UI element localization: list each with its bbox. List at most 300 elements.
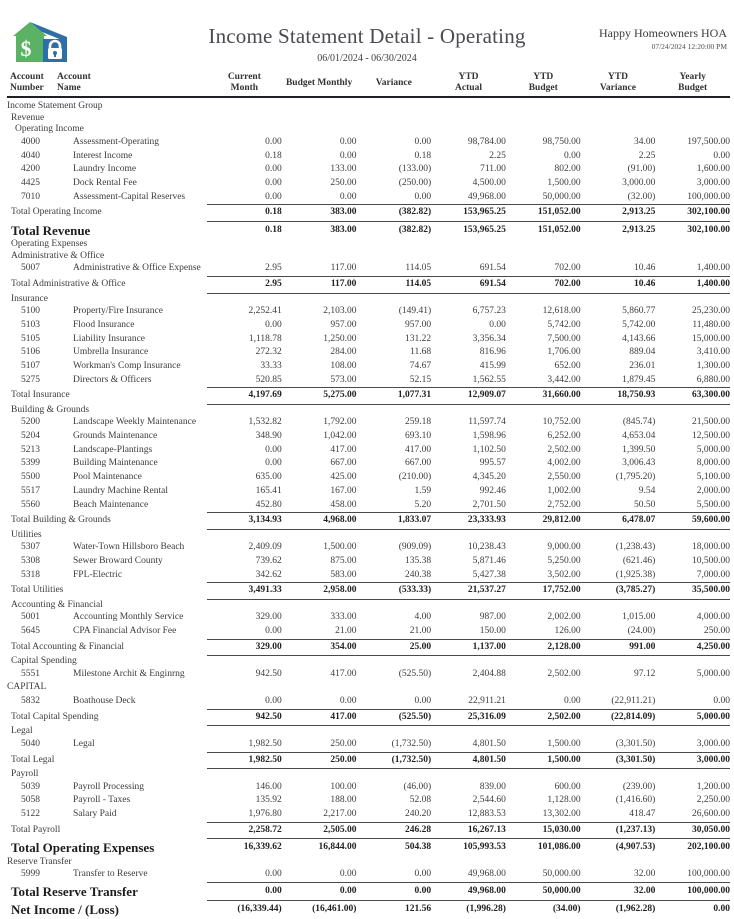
amount-cell: 35,500.00	[692, 585, 731, 596]
amount-cell: 52.15	[409, 374, 432, 385]
amount-cell: (133.00)	[398, 164, 432, 175]
amount-cell: 2,409.09	[248, 542, 282, 553]
amount-cell: 600.00	[554, 781, 581, 792]
amount-cell: 383.00	[330, 224, 357, 235]
amount-cell: 0.18	[414, 150, 432, 161]
amount-cell: 0.00	[414, 885, 432, 896]
amount-cell: 702.00	[554, 279, 581, 290]
total-label: Total Insurance	[11, 390, 70, 401]
amount-cell: 16,339.62	[243, 842, 282, 853]
amount-cell: 98,784.00	[467, 136, 506, 147]
amount-cell: 992.46	[479, 485, 506, 496]
amount-cells	[207, 753, 730, 770]
amount-cell: 10.46	[633, 263, 656, 274]
amount-cells	[207, 600, 730, 612]
amount-cell: 2,217.00	[323, 809, 357, 819]
account-row	[7, 430, 730, 444]
amount-cell: (34.00)	[552, 904, 581, 915]
account-row	[7, 191, 730, 206]
amount-cell: 32.00	[633, 885, 656, 896]
account-row	[7, 333, 730, 347]
amount-cell: 259.18	[405, 417, 432, 428]
amount-cell: 50,000.00	[542, 191, 581, 202]
amount-cell: 1,137.00	[472, 641, 506, 652]
amount-cells	[207, 405, 730, 417]
amount-cell: 875.00	[330, 555, 357, 566]
amount-cell: 197,500.00	[687, 136, 731, 147]
account-number: 5007	[21, 263, 40, 274]
grand-total-row	[7, 883, 730, 902]
amount-cell: 1,500.00	[323, 542, 357, 553]
account-row	[7, 611, 730, 625]
total-row	[7, 513, 730, 530]
amount-cell: 2,000.00	[696, 485, 731, 496]
amount-cell: 250.00	[703, 626, 731, 637]
amount-cell: 100,000.00	[687, 191, 731, 202]
amount-cell: 3,134.93	[248, 515, 282, 526]
amount-cell: 0.00	[414, 136, 432, 147]
amount-cells	[207, 444, 730, 458]
account-number: 4200	[21, 164, 40, 175]
account-row	[7, 177, 730, 191]
amount-cell: (1,237.13)	[615, 824, 656, 835]
amount-cell: 114.05	[405, 263, 432, 274]
amount-cell: 0.00	[265, 869, 282, 880]
account-number: 5832	[21, 696, 40, 707]
amount-cell: 21,537.27	[467, 585, 506, 596]
amount-cell: 133.00	[330, 164, 357, 175]
amount-cell: (46.00)	[403, 781, 432, 792]
amount-cell: 5,742.00	[547, 319, 581, 330]
amount-cell: (3,301.50)	[615, 738, 656, 749]
amount-cell: 2,258.72	[248, 824, 282, 835]
amount-cell: 1,982.50	[248, 754, 282, 765]
amount-cell: (1,732.50)	[391, 754, 432, 765]
amount-cell: 1,200.00	[696, 781, 731, 792]
amount-cell: 153,965.25	[463, 224, 506, 235]
grand-total-row	[7, 222, 730, 240]
column-header: Budget Monthly	[285, 77, 353, 88]
amount-cell: 202,100.00	[687, 842, 731, 853]
amount-cell: 4,801.50	[472, 754, 506, 765]
account-row	[7, 738, 730, 753]
column-header-row	[7, 72, 730, 98]
amount-cell: (250.00)	[398, 178, 432, 189]
total-row	[7, 640, 730, 657]
amount-cells	[207, 569, 730, 584]
amount-cell: (1,238.43)	[615, 542, 656, 553]
amount-cell: 4,968.00	[323, 515, 357, 526]
amount-cell: 1,077.31	[397, 390, 432, 401]
amount-cell: 816.96	[479, 347, 506, 358]
amount-cell: 0.00	[265, 178, 282, 189]
account-row	[7, 555, 730, 569]
amount-cell: 12,500.00	[692, 431, 731, 442]
group-label: Administrative & Office	[11, 250, 105, 261]
total-label: Total Reserve Transfer	[11, 883, 138, 899]
amount-cell: 711.00	[480, 164, 506, 175]
account-number: 5103	[21, 319, 40, 330]
amount-cell: 131.22	[405, 333, 432, 344]
amount-cell: 1,400.00	[696, 263, 731, 274]
account-number: 5275	[21, 374, 40, 385]
group-row	[7, 101, 730, 113]
amount-cell: 0.00	[563, 150, 581, 161]
account-row	[7, 808, 730, 823]
amount-cell: 458.00	[330, 499, 357, 510]
printed-timestamp: 07/24/2024 12:20:00 PM	[651, 42, 727, 51]
total-label: Total Capital Spending	[11, 711, 99, 722]
group-row	[7, 769, 730, 781]
account-number: 5106	[21, 347, 40, 358]
amount-cell: (382.82)	[398, 207, 432, 218]
amount-cell: 691.54	[479, 279, 506, 290]
amount-cell: 0.18	[265, 150, 282, 161]
amount-cell: 121.56	[405, 904, 432, 915]
amount-cell: 0.00	[339, 136, 357, 147]
total-label: Total Payroll	[11, 824, 61, 835]
account-number: 5318	[21, 569, 40, 580]
total-label: Total Operating Income	[11, 207, 102, 218]
account-number: 4040	[21, 150, 40, 161]
amount-cell: 34.00	[633, 136, 656, 147]
amount-cell: 151,052.00	[537, 224, 581, 235]
account-number: 7010	[21, 191, 40, 202]
group-row	[7, 405, 730, 417]
amount-cell: 2,502.00	[547, 668, 581, 679]
amount-cell: 5,742.00	[622, 319, 656, 330]
account-number: 5399	[21, 458, 40, 469]
amount-cell: 49,968.00	[467, 885, 506, 896]
amount-cell: 942.50	[255, 668, 282, 679]
page-title: Income Statement Detail - Operating	[208, 24, 526, 48]
amount-cell: 5,500.00	[696, 499, 731, 510]
amount-cell: 50.50	[633, 499, 656, 510]
account-number: 5100	[21, 306, 40, 317]
amount-cell: 6,478.07	[622, 515, 656, 526]
amount-cell: (239.00)	[622, 781, 656, 792]
amount-cell: (210.00)	[398, 472, 432, 483]
group-label: Insurance	[11, 293, 48, 304]
account-number: 5645	[21, 626, 40, 637]
amount-cell: 0.00	[265, 458, 282, 469]
account-number: 5122	[21, 809, 40, 819]
group-label: Accounting & Financial	[11, 599, 103, 610]
account-row	[7, 668, 730, 695]
amount-cell: 1,500.00	[547, 178, 581, 189]
account-name: Liability Insurance	[73, 333, 146, 344]
amount-cells	[207, 656, 730, 668]
total-row	[7, 205, 730, 222]
amount-cell: 991.00	[629, 641, 656, 652]
amount-cell: 4,197.69	[248, 390, 282, 401]
amount-cell: (621.46)	[622, 555, 656, 566]
amount-cell: 0.00	[265, 164, 282, 175]
amount-cell: 30,050.00	[692, 824, 731, 835]
group-row	[7, 113, 730, 125]
amount-cell: 415.99	[479, 360, 506, 371]
amount-cell: 2,250.00	[696, 795, 731, 806]
amount-cell: 3,000.00	[696, 178, 731, 189]
amount-cell: 74.67	[409, 360, 432, 371]
amount-cell: 1,706.00	[547, 347, 581, 358]
amount-cells	[207, 868, 730, 883]
amount-cell: (32.00)	[627, 191, 656, 202]
amount-cell: 18,750.93	[617, 390, 656, 401]
amount-cells	[207, 457, 730, 471]
group-row	[7, 124, 730, 136]
amount-cell: 146.00	[255, 781, 282, 792]
amount-cell: 2,103.00	[323, 306, 357, 317]
amount-cell: 165.41	[255, 485, 282, 496]
amount-cell: 114.05	[405, 279, 432, 290]
amount-cell: 1,532.82	[248, 417, 282, 428]
amount-cell: 0.00	[265, 696, 282, 707]
amount-cell: 354.00	[330, 641, 357, 652]
amount-cell: 150.00	[479, 626, 506, 637]
account-name: Assessment-Operating	[73, 136, 160, 147]
report-period: 06/01/2024 - 06/30/2024	[317, 53, 417, 64]
amount-cell: 240.38	[405, 569, 432, 580]
amount-cells	[207, 150, 730, 164]
amount-cells	[207, 611, 730, 625]
account-name: Workman's Comp Insurance	[73, 360, 181, 371]
amount-cell: 1,015.00	[622, 612, 656, 623]
amount-cell: 101,086.00	[537, 842, 581, 853]
amount-cell: 302,100.00	[687, 224, 731, 235]
amount-cell: 3,410.00	[696, 347, 731, 358]
amount-cell: 1,002.00	[547, 485, 581, 496]
amount-cell: 417.00	[330, 668, 357, 679]
account-name: Salary Paid	[73, 809, 117, 819]
amount-cell: (1,795.20)	[615, 472, 656, 483]
amount-cell: (22,911.21)	[611, 696, 656, 707]
amount-cell: 21.00	[409, 626, 432, 637]
account-row	[7, 374, 730, 389]
amount-cell: 25,316.09	[467, 711, 506, 722]
amount-cell: 2,544.60	[472, 795, 506, 806]
amount-cell: 3,491.33	[248, 585, 282, 596]
amount-cell: 0.18	[265, 207, 282, 218]
amount-cells	[207, 360, 730, 374]
column-header: Variance	[375, 77, 412, 88]
amount-cell: (382.82)	[398, 224, 432, 235]
dollar-glyph: $	[20, 36, 32, 61]
amount-cell: 1,399.50	[622, 444, 656, 455]
amount-cell: 2,550.00	[547, 472, 581, 483]
account-number: 5204	[21, 431, 40, 442]
amount-cell: 63,300.00	[692, 390, 731, 401]
amount-cell: 0.00	[265, 319, 282, 330]
amount-cell: 49,968.00	[467, 869, 506, 880]
amount-cell: 2.95	[265, 263, 282, 274]
amount-cell: 3,000.00	[696, 738, 731, 749]
amount-cell: 117.00	[330, 279, 357, 290]
account-name: Beach Maintenance	[73, 499, 149, 510]
amount-cell: 272.32	[255, 347, 282, 358]
amount-cell: 100,000.00	[687, 885, 731, 896]
account-row	[7, 485, 730, 499]
account-row	[7, 781, 730, 795]
account-name: Pool Maintenance	[73, 472, 142, 483]
amount-cell: 97.12	[633, 668, 656, 679]
amount-cell: (16,339.44)	[237, 904, 282, 915]
amount-cell: 383.00	[330, 207, 357, 218]
amount-cell: 942.50	[255, 711, 282, 722]
amount-cell: 284.00	[330, 347, 357, 358]
amount-cell: 250.00	[330, 738, 357, 749]
amount-cell: 5,275.00	[323, 390, 357, 401]
amount-cell: 0.00	[339, 869, 357, 880]
report-rows	[7, 101, 730, 919]
amount-cell: 1.59	[414, 485, 432, 496]
amount-cell: 4,653.04	[622, 431, 656, 442]
amount-cell: 21,500.00	[692, 417, 731, 428]
amount-cells	[207, 101, 730, 113]
amount-cell: 22,911.21	[468, 696, 506, 707]
report-header	[0, 0, 734, 68]
amount-cell: 18,000.00	[692, 542, 731, 553]
group-row	[7, 726, 730, 738]
total-row	[7, 710, 730, 727]
amount-cells	[207, 555, 730, 569]
amount-cell: 2,913.25	[622, 207, 656, 218]
amount-cell: 0.00	[713, 696, 731, 707]
amount-cell: 50,000.00	[542, 885, 581, 896]
account-name: Boathouse Deck	[73, 696, 136, 707]
amount-cell: 0.00	[414, 869, 432, 880]
amount-cell: 1,600.00	[696, 164, 731, 175]
group-label: Utilities	[11, 529, 42, 540]
amount-cell: 6,252.00	[547, 431, 581, 442]
account-row	[7, 569, 730, 584]
amount-cell: 4,143.66	[622, 333, 656, 344]
account-name: Assessment-Capital Reserves	[73, 191, 186, 202]
account-number: 5058	[21, 795, 40, 806]
amount-cell: 25.00	[409, 641, 432, 652]
amount-cells	[207, 901, 730, 919]
amount-cells	[207, 781, 730, 795]
amount-cell: 5,100.00	[696, 472, 731, 483]
amount-cell: 0.00	[339, 885, 357, 896]
amount-cells	[207, 262, 730, 277]
amount-cell: 17,752.00	[542, 585, 581, 596]
amount-cell: 23,333.93	[467, 515, 506, 526]
amount-cell: (1,962.28)	[615, 904, 656, 915]
amount-cell: 2,502.00	[547, 711, 581, 722]
amount-cell: 100,000.00	[687, 869, 731, 880]
amount-cell: 16,844.00	[318, 842, 357, 853]
amount-cells	[207, 471, 730, 485]
amount-cell: (3,301.50)	[615, 754, 656, 765]
total-label: Total Legal	[11, 754, 55, 765]
amount-cell: 1,562.55	[472, 374, 506, 385]
amount-cells	[207, 625, 730, 640]
amount-cell: 26,600.00	[692, 809, 731, 819]
amount-cell: 702.00	[554, 263, 581, 274]
amount-cell: 691.54	[479, 263, 506, 274]
amount-cell: 0.00	[414, 191, 432, 202]
amount-cells	[207, 374, 730, 389]
amount-cell: 573.00	[330, 374, 357, 385]
amount-cell: (909.09)	[398, 542, 432, 553]
amount-cell: 3,356.34	[472, 333, 506, 344]
group-label: Operating Expenses	[11, 239, 88, 250]
amount-cell: 333.00	[330, 612, 357, 623]
amount-cell: 32.00	[633, 869, 656, 880]
account-number: 5560	[21, 499, 40, 510]
account-number: 4425	[21, 178, 40, 189]
amount-cell: (1,996.28)	[466, 904, 506, 915]
amount-cell: 4,500.00	[472, 178, 506, 189]
total-label: Total Utilities	[11, 585, 64, 596]
column-header: Account Name	[57, 72, 91, 94]
account-number: 4000	[21, 136, 40, 147]
amount-cells	[207, 499, 730, 514]
amount-cell: 739.62	[255, 555, 282, 566]
amount-cell: 126.00	[554, 626, 581, 637]
group-row	[7, 656, 730, 668]
total-label: Total Accounting & Financial	[11, 641, 125, 652]
amount-cell: 1,598.96	[472, 431, 506, 442]
amount-cell: 3,006.43	[622, 458, 656, 469]
amount-cell: 5,860.77	[622, 306, 656, 317]
amount-cell: 9,000.00	[547, 542, 581, 553]
amount-cell: 2,913.25	[622, 224, 656, 235]
group-row	[7, 251, 730, 263]
amount-cell: (149.41)	[398, 306, 432, 317]
account-name: Landscape Weekly Maintenance	[73, 417, 197, 428]
amount-cell: 2.95	[265, 279, 282, 290]
amount-cells	[207, 541, 730, 555]
group-label: Payroll	[11, 769, 39, 780]
account-row	[7, 346, 730, 360]
amount-cell: 1,879.45	[622, 374, 656, 385]
amount-cell: 0.18	[265, 224, 282, 235]
amount-cell: 108.00	[330, 360, 357, 371]
group-label: Legal	[11, 726, 33, 737]
amount-cell: 693.10	[405, 431, 432, 442]
account-row	[7, 262, 730, 277]
amount-cell: 11,480.00	[692, 319, 731, 330]
amount-cell: 342.62	[255, 569, 282, 580]
amount-cell: 31,660.00	[542, 390, 581, 401]
amount-cell: 0.00	[265, 885, 282, 896]
amount-cell: 12,909.07	[467, 390, 506, 401]
amount-cells	[207, 794, 730, 808]
amount-cell: 1,982.50	[248, 738, 282, 749]
amount-cells	[207, 294, 730, 306]
amount-cell: 5,000.00	[696, 711, 731, 722]
amount-cell: 167.00	[330, 485, 357, 496]
amount-cells	[207, 640, 730, 657]
amount-cell: 246.28	[405, 824, 432, 835]
amount-cells	[207, 191, 730, 206]
account-number: 5551	[21, 668, 40, 679]
account-name: Administrative & Office Expense	[73, 263, 201, 274]
total-row	[7, 277, 730, 294]
amount-cells	[207, 485, 730, 499]
amount-cell: 5.20	[414, 499, 432, 510]
amount-cell: 302,100.00	[687, 207, 731, 218]
amount-cell: 153,965.25	[463, 207, 506, 218]
column-header: YTD Variance	[599, 72, 636, 94]
amount-cell: 417.00	[330, 444, 357, 455]
amount-cell: 957.00	[405, 319, 432, 330]
amount-cells	[207, 205, 730, 222]
amount-cell: 10,500.00	[692, 555, 731, 566]
amount-cell: 11.68	[410, 347, 432, 358]
